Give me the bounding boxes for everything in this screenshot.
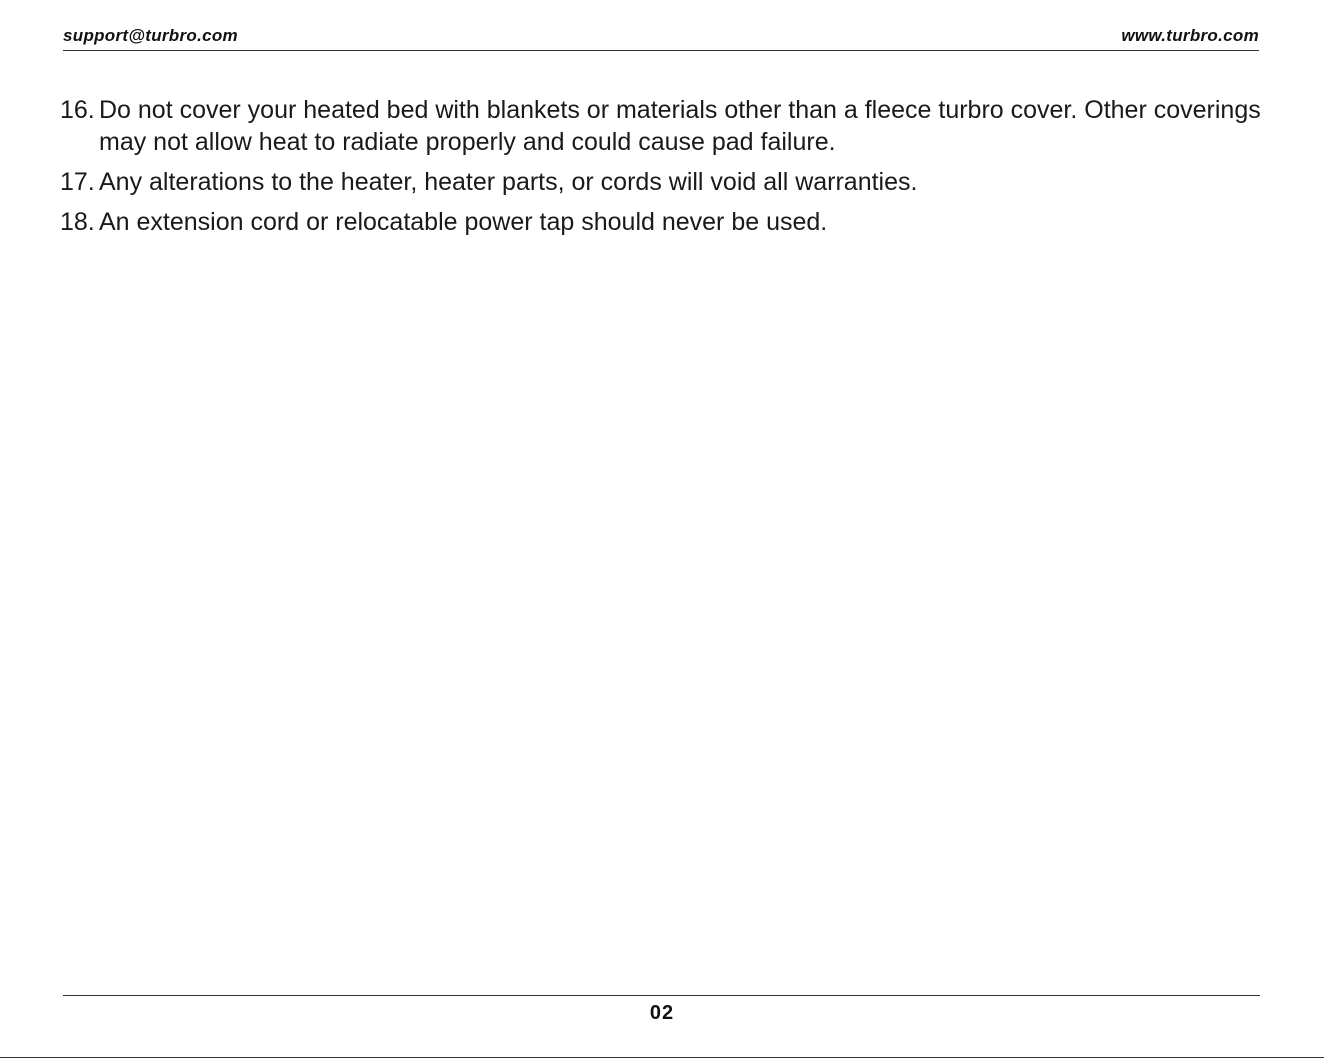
item-number: 16. [60, 96, 95, 124]
footer-divider [63, 995, 1260, 996]
page-header [63, 24, 1259, 51]
item-number: 18. [60, 208, 95, 236]
page-bottom-border [0, 1057, 1324, 1058]
item-text: An extension cord or relocatable power tap should never be used. [99, 208, 828, 236]
safety-instructions-list [60, 94, 1264, 246]
list-item [60, 94, 1264, 158]
website-url: www.turbro.com [1121, 26, 1259, 45]
support-email: support@turbro.com [63, 26, 238, 45]
page-number: 02 [649, 1002, 675, 1024]
list-item [60, 166, 1264, 198]
item-text: Any alterations to the heater, heater parts, or cords will void all warranties. [99, 168, 918, 196]
list-item [60, 206, 1264, 238]
item-number: 17. [60, 168, 95, 196]
item-text: Do not cover your heated bed with blankets or materials other than a fleece turbro cover. Other coverings may not allow heat to radiate properly and could cause pad failure. [99, 96, 1261, 156]
